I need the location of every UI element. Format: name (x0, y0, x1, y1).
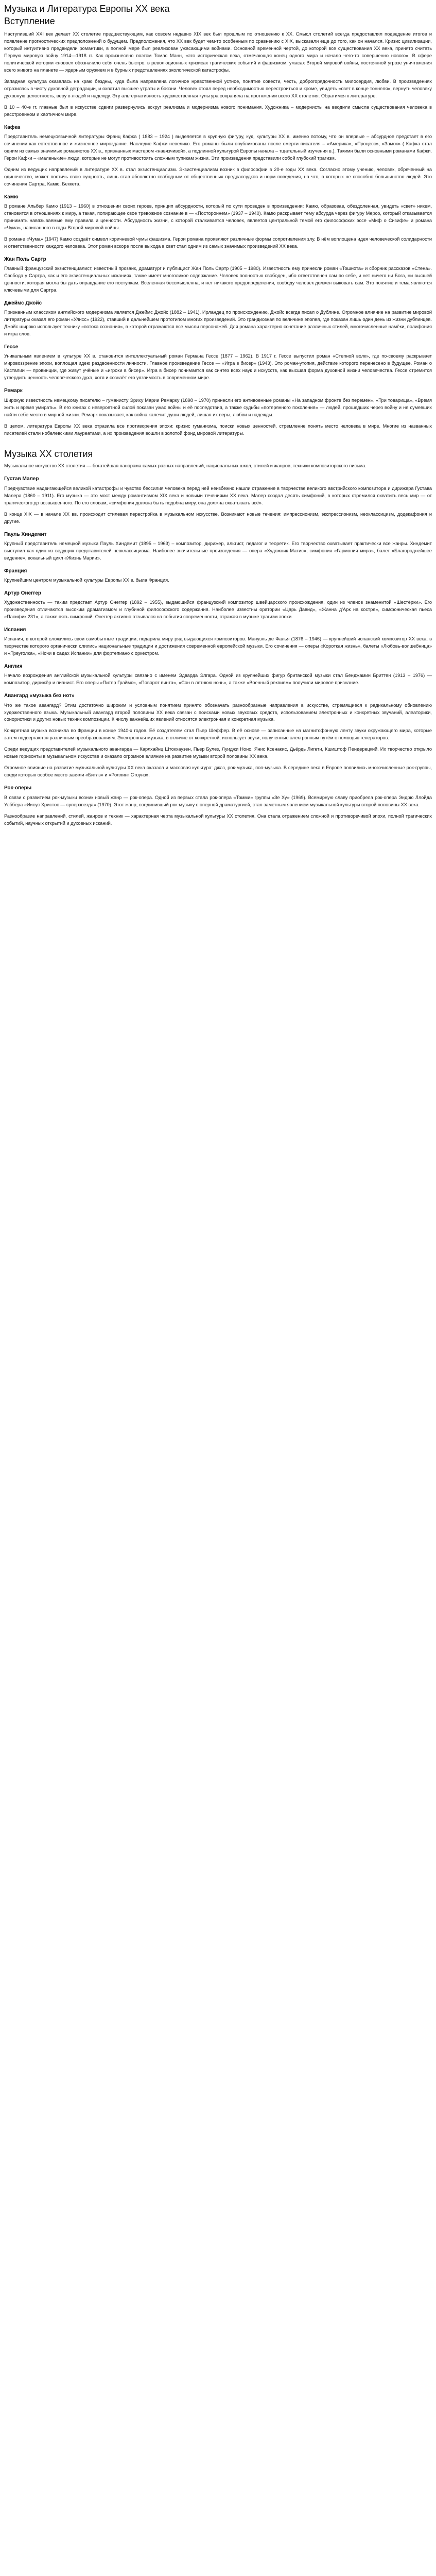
section-heading: Артур Онеггер (4, 590, 42, 596)
section-paragraph: Начало возрождения английской музыкальной культуры связано с именем Эдварда Элгара. Одной из крупнейших фигур британской музыки стал Бенджамин Бриттен (1913 – 1976) — композитор, дирижёр и пианист. Его оперы «Питер Граймс», «Поворот винта», «Сон в летнюю ночь», а также «Военный реквием» получили мировое признание. (4, 673, 432, 686)
section-heading: Кафка (4, 124, 21, 130)
section-paragraph: Уникальным явлением в культуре XX в. становится интеллектуальный роман Германа Гессе (1877 – 1962). В 1917 г. Гессе выпустил роман «Степной волк», где по-своему раскрывает мировоззрение эпохи, воплощая идею раздвоенности личности. Главное произведение Гессе — «Игра в бисер» (1943). Это роман-утопия, действие которого перенесено в будущее. Роман о Касталии — провинции, где живут учёные и «игроки в бисер». Игра в бисер понимается как синтез всех наук и искусств, как высшая форма духовной жизни человечества. Гессе стремится утвердить ценность человеческого духа, хотя и сознаёт его уязвимость в современном мире. (4, 353, 432, 381)
section-heading: Авангард «музыка без нот» (4, 693, 75, 699)
section-paragraph: В романе «Чума» (1947) Камю создаёт символ коричневой чумы фашизма. Герои романа проявляют различные формы сопротивления злу. В нём воплощена идея человеческой солидарности и ответственности каждого человека. Этот роман вскоре после выхода в свет стал одним из самых значимых произведений XX века. (4, 236, 432, 249)
page-subtitle: Вступление (4, 16, 55, 26)
section-sections_2-0 (4, 475, 432, 525)
section-sections_2-2 (4, 567, 432, 584)
section-paragraph: Признанным классиком английского модернизма является Джеймс Джойс (1882 – 1941). Ирландец по происхождению, Джойс всегда писал о Дублине. Огромное влияние на развитие мировой литературы оказал его роман «Улисс» (1922), ставший в дальнейшем прототипом многих произведений. Это грандиозная по величине эпопея, где показан лишь один день из жизни дублинцев. Джойс широко использует технику «потока сознания», в которой отражаются все мысли персонажей. Для романа характерно сочетание различных стилей, многочисленные намёки, полифония и игра слов. (4, 310, 432, 337)
page (0, 0, 436, 842)
music-sections (4, 475, 432, 827)
section-paragraph: Разнообразие направлений, стилей, жанров и техник — характерная черта музыкальной культуры XX столетия. Она стала отражением сложной и противоречивой эпохи, полной трагических событий, научных открытий и духовных исканий. (4, 813, 432, 826)
section-heading: Гессе (4, 344, 19, 350)
section-sections_2-1 (4, 531, 432, 562)
section-paragraph: Испания, в которой сложились свои самобытные традиции, подарила миру ряд выдающихся композиторов. Мануэль де Фалья (1876 – 1946) — крупнейший испанский композитор XX века, в творчестве которого органически слились национальные традиции и достижения современной европейской музыки. Его сочинения — оперы «Короткая жизнь», балеты «Любовь-волшебница» и «Треуголка», «Ночи в садах Испании» для фортепиано с оркестром. (4, 636, 432, 656)
section-paragraph: Что же такое авангард? Этим достаточно широким и условным понятием принято обозначать разнообразные направления в искусстве, стремящиеся к радикальному обновлению художественного языка. Музыкальный авангард второй половины XX века связан с поисками новых звуковых средств, использованием электронных и конкретных звучаний, алеаторики, сонористики и других новых техник композиции. К числу важнейших явлений относятся электронная и конкретная музыка. (4, 702, 432, 722)
section-heading: Франция (4, 568, 27, 574)
section-sections_1-0 (4, 124, 432, 188)
section-sections_2-3 (4, 589, 432, 621)
section-sections_1-5 (4, 387, 432, 437)
intro-paragraph: Западная культура оказалась на краю бездны, куда была направлена логичное нравственной устное, понятие совести, честь, доброгорядочность милосердия, любви. В произведениях отразилась в чисту духовной деградации, и охватил высшее утраты и боязни. Человек стоял перед необходимостью перестроиться и кроме, увидеть «свет в конце тоннеля», вернуть человеку духовную целостность, веру в людей и надежду. Эту альтернативность художественная культура сохраняла на протяжении всего XX столетия. Обратимся к литературе. (4, 78, 432, 98)
intro-paragraph: Наступивший XXI век делает XX столетие предшествующим, как совсем недавно XIX век был прошлым по отношению к XX. Смысл столетий всегда предоставлял подведение итогов и появление прогностических предположений о будущем. Предположения, что XX век будет чем-то особенным по сравнению с XIX, высказали еще до того, как он начался. Кризис цивилизации, который интуитивно предвидели романтики, в полной мере был реализован ужасающими войнами. Основной временной чертой, до которой все существования XX века, принято считать Первую мировую войну 1914—1918 гг. Как произнесено поэтом Томас Манн, «это историческая веха, отмечающая конец одного мира и начало чего-то совершенно нового». В сфере политической истории «новое» обозначило себя очень быстро: в революционных кризисах трагических событий и фашизмом, ужасах Второй мировой войны, постоянной угрозе уничтожения всего живого на планете — ядерным оружием и в бурных представлениях экологической катастрофы. (4, 31, 432, 73)
section-heading: Ремарк (4, 388, 23, 394)
section-paragraph: В конце XIX — в начале XX вв. происходит стилевая перестройка в музыкальном искусстве. Возникают новые течения: импрессионизм, экспрессионизм, неоклассицизм, додекафония и другие. (4, 511, 432, 524)
intro-paragraph: В 10 – 40-е гг. главные был в искусстве сдвиги развернулись вокруг реализма и модернизма нового понимания. Художника – модернисты на вводили смысла существования человека в расстроенном и хаотичном мире. (4, 104, 432, 117)
section-paragraph: Широкую известность немецкому писателю – гуманисту Эриху Марии Ремарку (1898 – 1970) принесли его антивоенные романы «На западном фронте без перемен», «Три товарища», «Время жить и время умирать». В его книгах с невероятной силой показан ужас войны и её последствия, а также судьбы «потерянного поколения» — людей, прошедших через войну и не сумевших найти себе место в мирной жизни. Ремарк показывает, как война калечит души людей, лишая их веры, любви и надежды. (4, 397, 432, 417)
section-paragraph: Одним из ведущих направлений в литературе XX в. стал экзистенциализм. Экзистенциализм возник в философии в 20-е годы XX века. Согласно этому учению, человек, обреченный на одиночество, может постичь свою сущность, лишь став абсолютно свободным от общественных предрассудков и норм поведения, на что, в которых не способно большинство людей. Это сочинения Сартра, Камю, Беккета. (4, 166, 432, 187)
section-paragraph: Предчувствие надвигающейся великой катастрофы и чувство бессилия человека перед ней неизбежно нашли отражение в творчестве великого австрийского композитора и дирижера Густава Малера (1860 – 1911). Его музыка — это мост между романтизмом XIX века и новыми течениями XX века. Малер создал десять симфоний, в которых стремился охватить весь мир — от трагического до возвышенного. По его словам, «симфония должна быть подобна миру, она должна охватывать всё». (4, 485, 432, 505)
section-sections_2-4 (4, 626, 432, 657)
section-paragraph: В целом, литература Европы XX века отразила все противоречия эпохи: кризис гуманизма, поиски новых ценностей, стремление понять место человека в мире. Многие из названных писателей стали нобелевскими лауреатами, а их произведения вошли в золотой фонд мировой литературы. (4, 423, 432, 436)
section-paragraph: Главный французский экзистенциалист, известный прозаик, драматург и публицист Жан Поль Сартр (1905 – 1980). Известность ему принесли роман «Тошнота» и сборник рассказов «Стена». Свобода у Сартра, как и его экзистенциальных исканиях, также имеет многоликое содержание. Человек полностью свободен, ибо ответственен сам по себе, и нет ничего ни Бога, ни высшей ценности, которая могла бы дать оправдание его поступкам. Вселенная бессмысленна, и нет никакого предопределения, свободу человек должен выковать сам. Это понятие и тема являются ключевыми для Сартра. (4, 266, 432, 293)
section-sections_2-5 (4, 663, 432, 687)
section-heading: Густав Малер (4, 476, 39, 482)
section-sections_2-6 (4, 692, 432, 779)
section-heading: Камю (4, 194, 19, 200)
section-sections_2-7 (4, 784, 432, 827)
section-sections_1-3 (4, 299, 432, 338)
section-sections_1-1 (4, 193, 432, 250)
section-paragraph: Крупный представитель немецкой музыки Пауль Хиндемит (1895 – 1963) – композитор, дирижер, альтист, педагог и теоретик. Его творчество охватывает практически все жанры. Хиндемит выступил как один из ведущих представителей неоклассицизма. Наиболее значительные произведения — опера «Художник Матис», симфония «Гармония мира», балет «Благороднейшее видение», вокальный цикл «Жизнь Марии». (4, 540, 432, 561)
section-heading: Рок-оперы (4, 785, 32, 791)
section-heading: Испания (4, 627, 26, 633)
page-title: Музыка и Литература Европы XX века (4, 4, 170, 14)
section-heading: Пауль Хиндемит (4, 531, 47, 537)
section-paragraph: В романе Альбер Камю (1913 – 1960) в отношении своих героев, принцип абсурдности, который по сути проведен в произведении: Камю, образовав, обездоленная, увидеть «свет» никем, становится в отношениях к миру, а такая, попирающее свое тревожное сознание в — «Постороннем» (1937 – 1940). Камю раскрывает тему абсурда через фигуру Мерсо, который отказывается принимать навязываемые ему правила и ценности. Абсурдность жизни, с которой сталкивается человек, является центральной темой его философских эссе «Миф о Сизифе» и романа «Чума», написанного в годы Второй мировой войны. (4, 204, 432, 231)
music-part-title: Музыка XX столетия (4, 449, 93, 460)
section-heading: Англия (4, 664, 23, 670)
section-paragraph: Представитель немецкоязычной литературы Франц Кафка ( 1883 – 1924 ) выделяется в крупную фигуру, куд, культуры XX в. именно потому, что он впервые – абсурдное предстает в его сочинении как естественное и жизненное мироздание. Наследие Кафки невелико. Его романы были опубликованы после смерти писателя – «Америка», «Процесс», «Замок» ( Кафка стал одним из самых значимых романистов XX в., признанных мастером «навязчивой», а подлинной культурой Европы начала – тщательный изучения в.). Такими были основными романами Кафки. Герои Кафки – «маленькие» люди, которые не могут противостоять сложным тупикам жизни. Эти произведения представили собой глубокий трагизм. (4, 134, 432, 161)
section-heading: Жан Поль Сартр (4, 257, 46, 262)
section-paragraph: Крупнейшим центром музыкальной культуры Европы XX в. была Франция. (4, 577, 169, 583)
intro-block (4, 31, 432, 118)
section-sections_1-4 (4, 343, 432, 382)
section-heading: Джеймс Джойс (4, 300, 42, 307)
music-intro: Музыкальное искусство XX столетия — богатейшая панорама самых разных направлений, национальных школ, стилей и жанров, техники композиторского письма. (4, 463, 367, 469)
literature-sections (4, 124, 432, 437)
section-paragraph: Конкретная музыка возникла во Франции в конце 1940-х годов. Её создателем стал Пьер Шеффер. В её основе — записанные на магнитофонную ленту звуки окружающего мира, которые затем подвергаются различным преобразованиям. Электронная музыка, в отличие от конкретной, использует звуки, полученные электронным путём с помощью генераторов. (4, 728, 432, 741)
section-paragraph: В связи с развитием рок-музыки возник новый жанр — рок-опера. Одной из первых стала рок-опера «Томми» группы «Зе Ху» (1969). Всемирную славу приобрела рок-опера Эндрю Ллойда Уэббера «Иисус Христос — суперзвезда» (1970). Этот жанр, соединивший рок-музыку с оперной драматургией, стал заметным явлением музыкальной культуры второй половины XX века. (4, 794, 432, 807)
section-sections_1-2 (4, 256, 432, 294)
section-paragraph: Художественность — таким предстает Артур Онеггер (1892 – 1955), выдающийся французский композитор швейцарского происхождения, один из членов знаменитой «Шестёрки». Его произведения отличаются высоким драматизмом и глубиной философского содержания. Наиболее известны оратории «Царь Давид», «Жанна д'Арк на костре», симфоническая пьеса «Пасифик 231», а также пять симфоний. Онеггер активно отзывался на события современности, отражая в музыке трагизм эпохи. (4, 600, 432, 620)
section-paragraph: Огромное влияние на развитие музыкальной культуры XX века оказала и массовая культура: джаз, рок-музыка, поп-музыка. В середине века в Европе появились многочисленные рок-группы, среди которых особое место заняли «Битлз» и «Роллинг Стоунз». (4, 765, 432, 778)
section-paragraph: Среди ведущих представителей музыкального авангарда — Карлхайнц Штокхаузен, Пьер Булез, Луиджи Ноно, Янис Ксенакис, Дьёрдь Лигети, Кшиштоф Пендерецкий. Их творчество открыло новые горизонты в музыкальном искусстве и оказало огромное влияние на развитие музыки второй половины XX века. (4, 747, 432, 759)
